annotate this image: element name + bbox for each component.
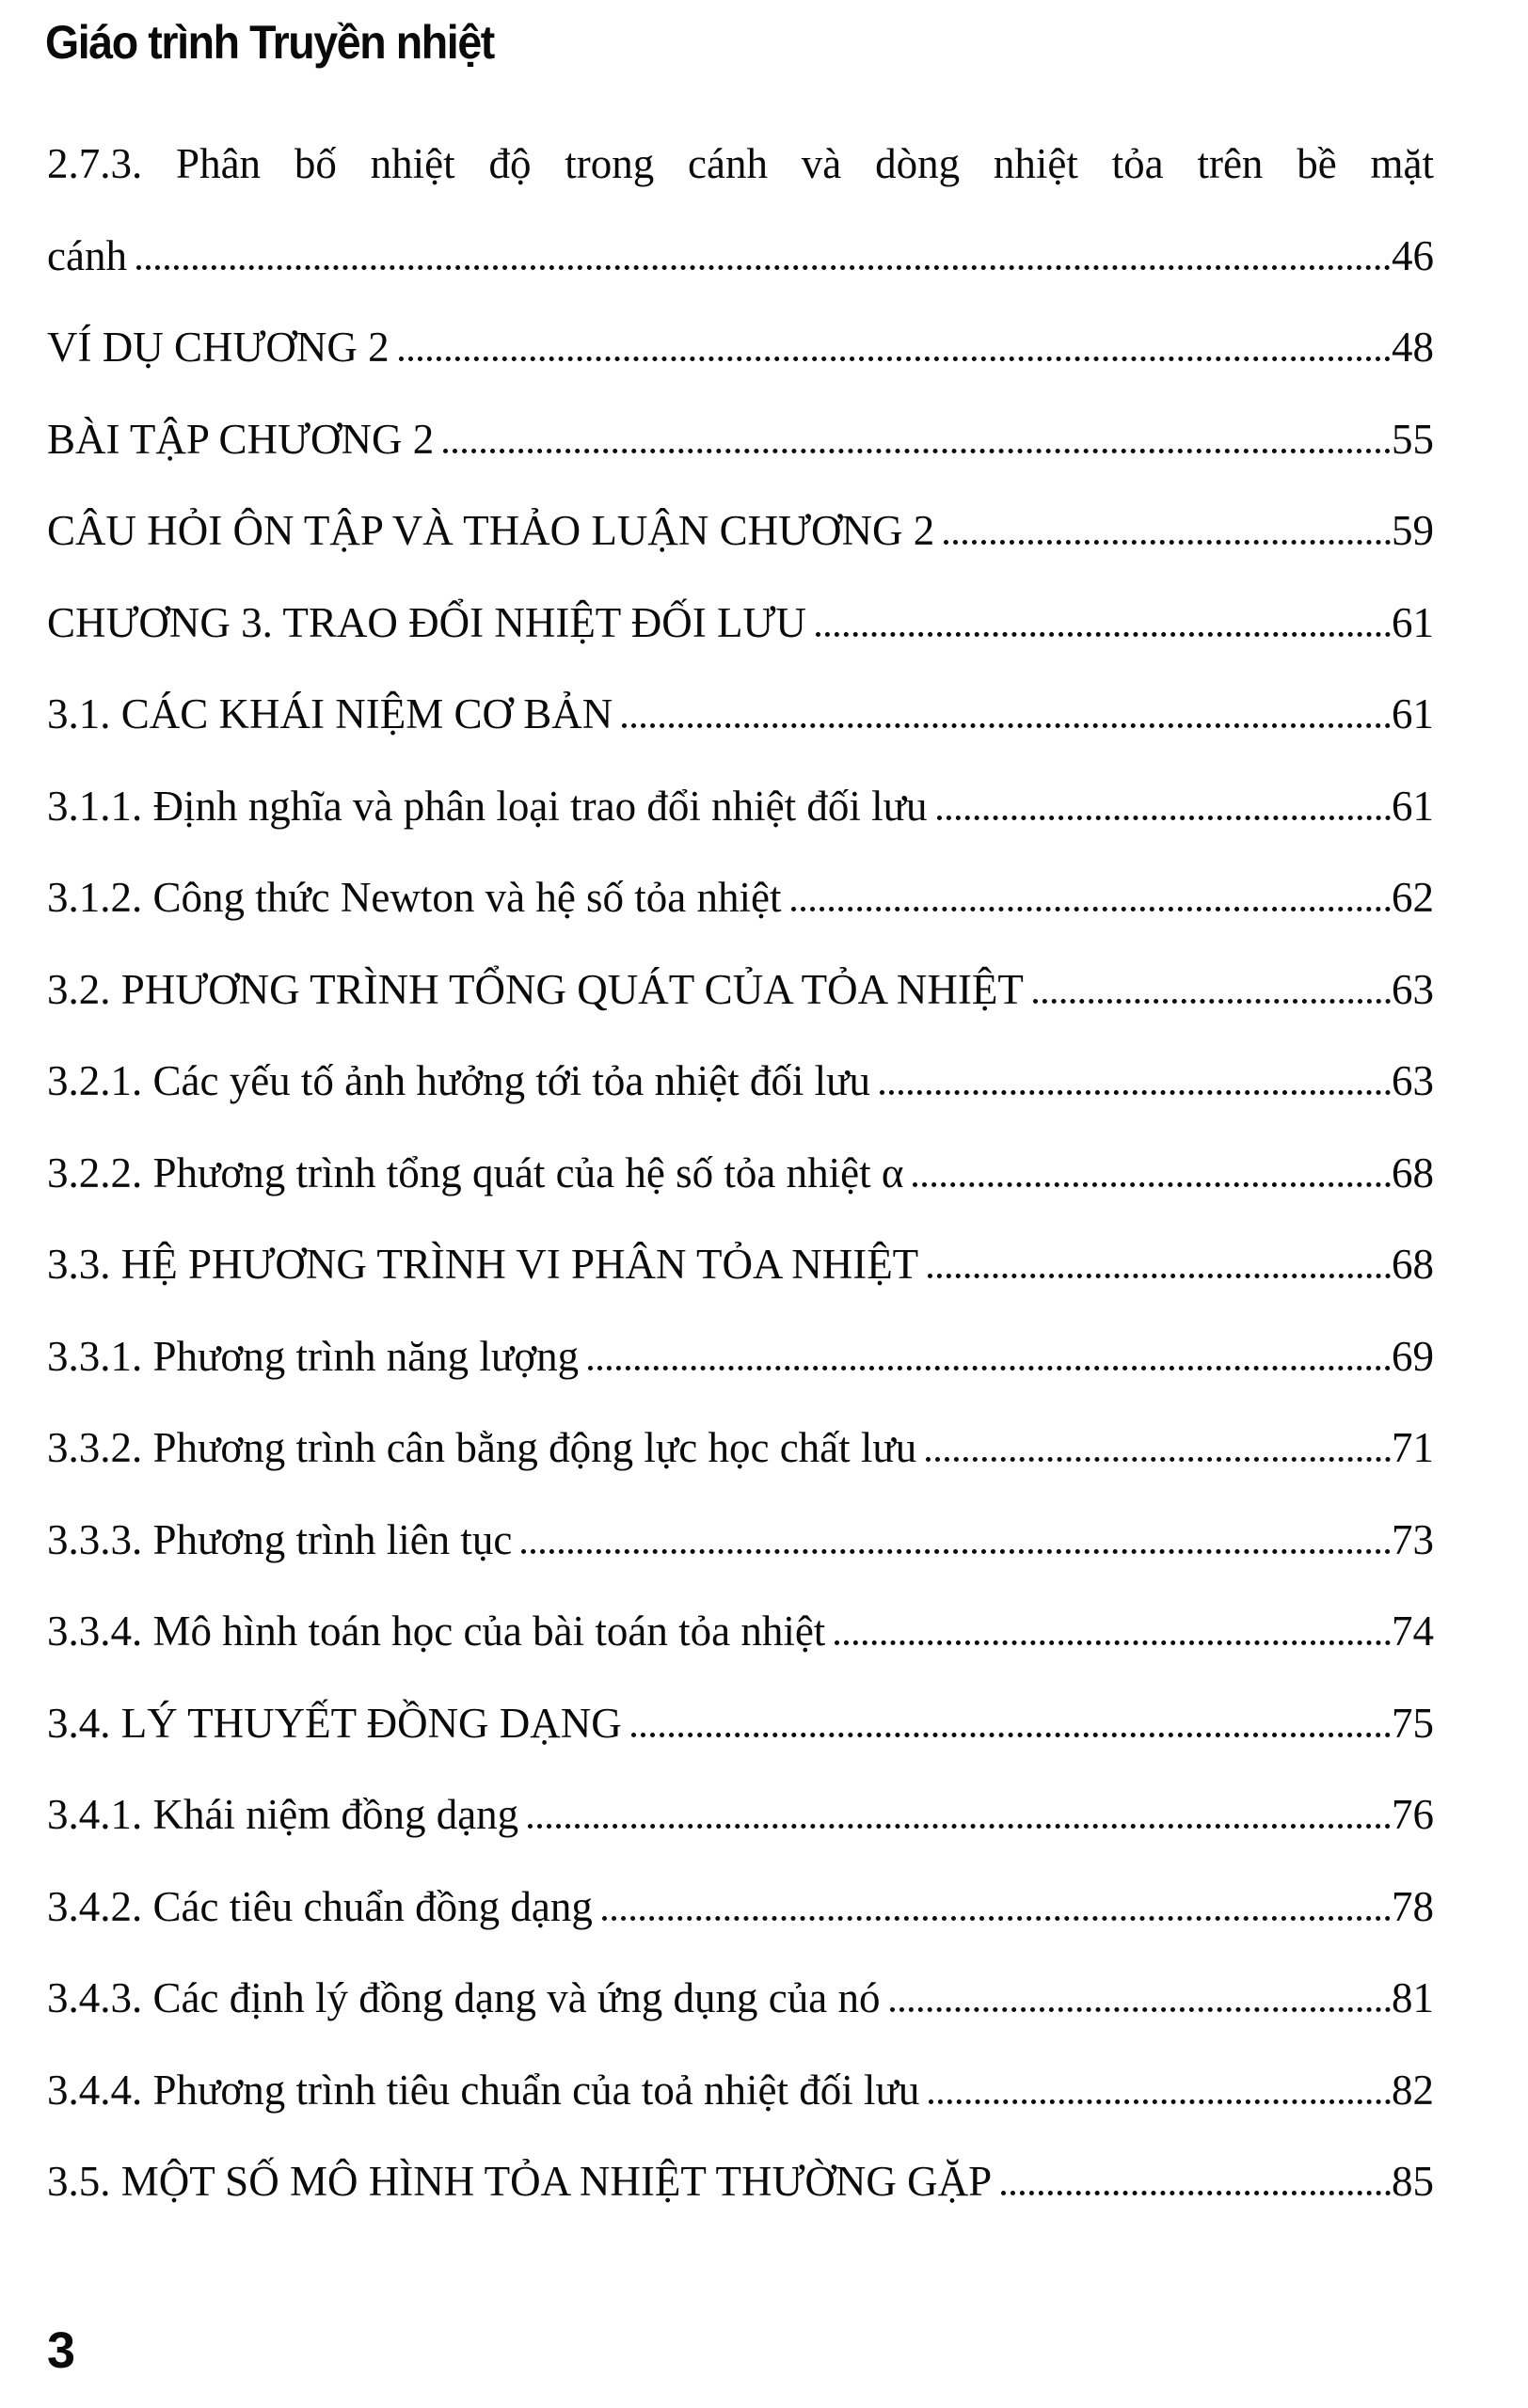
toc-entry bbox=[47, 485, 1434, 578]
toc-entry-label: 3.4.2. Các tiêu chuẩn đồng dạng bbox=[47, 1882, 593, 1930]
dot-leader bbox=[944, 540, 1391, 545]
toc-entry bbox=[47, 669, 1434, 761]
toc-entry bbox=[47, 761, 1434, 853]
toc-entry-page: 75 bbox=[1392, 1699, 1434, 1747]
toc-entry bbox=[47, 211, 1434, 303]
toc-entry-label: 3.1.1. Định nghĩa và phân loại trao đổi nhiệt đối lưu bbox=[47, 782, 928, 830]
toc-entry-label: 3.3.4. Mô hình toán học của bài toán tỏa nhiệt bbox=[47, 1608, 826, 1655]
toc-entry-label: cánh bbox=[47, 231, 127, 279]
toc-entry-page: 68 bbox=[1392, 1241, 1434, 1288]
toc-entry bbox=[47, 944, 1434, 1037]
toc-entry-label: 3.1. CÁC KHÁI NIỆM CƠ BẢN bbox=[47, 690, 613, 737]
book-title: Giáo trình Truyền nhiệt bbox=[45, 16, 494, 69]
toc-entry bbox=[47, 1219, 1434, 1311]
toc-entry bbox=[47, 1036, 1434, 1128]
toc-entry bbox=[47, 852, 1434, 944]
dot-leader bbox=[890, 2007, 1392, 2012]
toc-entry bbox=[47, 1402, 1434, 1495]
toc-entry-page: 59 bbox=[1392, 507, 1434, 554]
toc-entry-label: VÍ DỤ CHƯƠNG 2 bbox=[47, 324, 390, 371]
toc-entry bbox=[47, 1311, 1434, 1403]
dot-leader bbox=[443, 449, 1391, 453]
toc-entry-label: 3.2. PHƯƠNG TRÌNH TỔNG QUÁT CỦA TỎA NHIỆT bbox=[47, 965, 1024, 1013]
toc-entry-label: 2.7.3. Phân bố nhiệt độ trong cánh và dòng nhiệt tỏa trên bề mặt bbox=[47, 140, 1434, 187]
toc-entry bbox=[47, 578, 1434, 670]
toc-entry bbox=[47, 302, 1434, 394]
toc-entry-label: 3.4.3. Các định lý đồng dạng và ứng dụng của nó bbox=[47, 1974, 881, 2021]
toc-entry bbox=[47, 1495, 1434, 1587]
toc-entry bbox=[47, 1678, 1434, 1770]
toc-entry-page: 62 bbox=[1392, 874, 1434, 921]
toc-entry-page: 61 bbox=[1392, 598, 1434, 646]
dot-leader bbox=[1001, 2191, 1391, 2195]
toc-entry-label: 3.5. MỘT SỐ MÔ HÌNH TỎA NHIỆT THƯỜNG GẶP bbox=[47, 2158, 993, 2205]
toc-entry-label: 3.2.2. Phương trình tổng quát của hệ số tỏa nhiệt α bbox=[47, 1149, 904, 1196]
dot-leader bbox=[816, 632, 1391, 637]
page-number: 3 bbox=[47, 2322, 76, 2379]
dot-leader bbox=[929, 2099, 1391, 2104]
toc-entry-page: 63 bbox=[1392, 1057, 1434, 1104]
toc-entry bbox=[47, 1769, 1434, 1861]
dot-leader bbox=[521, 1549, 1391, 1554]
toc-entry-page: 61 bbox=[1392, 690, 1434, 737]
toc-entry bbox=[47, 394, 1434, 486]
toc-entry-page: 78 bbox=[1392, 1882, 1434, 1930]
dot-leader bbox=[937, 816, 1392, 820]
toc-entry bbox=[47, 2045, 1434, 2137]
dot-leader bbox=[399, 356, 1391, 361]
toc-entry-page: 63 bbox=[1392, 965, 1434, 1013]
toc-entry-page: 61 bbox=[1392, 782, 1434, 830]
dot-leader bbox=[622, 723, 1391, 728]
toc-entry-label: 3.4.1. Khái niệm đồng dạng bbox=[47, 1791, 519, 1838]
toc-entry bbox=[47, 119, 1434, 211]
dot-leader bbox=[602, 1916, 1391, 1921]
toc-entry-label: 3.3.3. Phương trình liên tục bbox=[47, 1515, 513, 1563]
toc-entry-label: 3.2.1. Các yếu tố ảnh hưởng tới tỏa nhiệt đối lưu bbox=[47, 1057, 870, 1104]
toc-entry-page: 71 bbox=[1392, 1424, 1434, 1471]
dot-leader bbox=[528, 1824, 1391, 1829]
toc-entry-page: 55 bbox=[1392, 415, 1434, 463]
toc-entry bbox=[47, 1586, 1434, 1678]
toc-entry-label: 3.3.2. Phương trình cân bằng động lực học chất lưu bbox=[47, 1424, 917, 1471]
toc-entry bbox=[47, 1953, 1434, 2045]
toc-entry-label: 3.4. LÝ THUYẾT ĐỒNG DẠNG bbox=[47, 1699, 622, 1747]
toc-entry-page: 73 bbox=[1392, 1515, 1434, 1563]
toc-entry-page: 74 bbox=[1392, 1608, 1434, 1655]
toc-entry-label: BÀI TẬP CHƯƠNG 2 bbox=[47, 415, 435, 463]
toc-entry-page: 48 bbox=[1392, 324, 1434, 371]
toc-entry bbox=[47, 2136, 1434, 2228]
toc-entry-label: 3.1.2. Công thức Newton và hệ số tỏa nhiệt bbox=[47, 874, 782, 921]
toc-entry-label: 3.3.1. Phương trình năng lượng bbox=[47, 1332, 580, 1380]
toc-entry-page: 46 bbox=[1392, 231, 1434, 279]
dot-leader bbox=[1033, 999, 1391, 1004]
toc-entry-label: 3.3. HỆ PHƯƠNG TRÌNH VI PHÂN TỎA NHIỆT bbox=[47, 1241, 919, 1288]
toc-entry-label: CHƯƠNG 3. TRAO ĐỔI NHIỆT ĐỐI LƯU bbox=[47, 598, 806, 646]
dot-leader bbox=[588, 1366, 1391, 1370]
toc-entry-page: 81 bbox=[1392, 1974, 1434, 2021]
toc-entry bbox=[47, 1861, 1434, 1954]
dot-leader bbox=[791, 907, 1391, 911]
dot-leader bbox=[913, 1182, 1391, 1187]
toc-entry-label: 3.4.4. Phương trình tiêu chuẩn của toả nhiệt đối lưu bbox=[47, 2066, 920, 2114]
dot-leader bbox=[880, 1090, 1391, 1095]
toc-entry-page: 68 bbox=[1392, 1149, 1434, 1196]
dot-leader bbox=[631, 1733, 1391, 1737]
toc-entry bbox=[47, 1128, 1434, 1220]
toc-entry-page: 82 bbox=[1392, 2066, 1434, 2114]
toc-entry-page: 85 bbox=[1392, 2158, 1434, 2205]
dot-leader bbox=[926, 1457, 1391, 1462]
toc-entry-page: 76 bbox=[1392, 1791, 1434, 1838]
dot-leader bbox=[136, 265, 1391, 270]
dot-leader bbox=[835, 1640, 1391, 1645]
toc-list bbox=[47, 119, 1434, 2228]
dot-leader bbox=[928, 1274, 1391, 1278]
toc-entry-label: CÂU HỎI ÔN TẬP VÀ THẢO LUẬN CHƯƠNG 2 bbox=[47, 507, 935, 554]
toc-entry-page: 69 bbox=[1392, 1332, 1434, 1380]
